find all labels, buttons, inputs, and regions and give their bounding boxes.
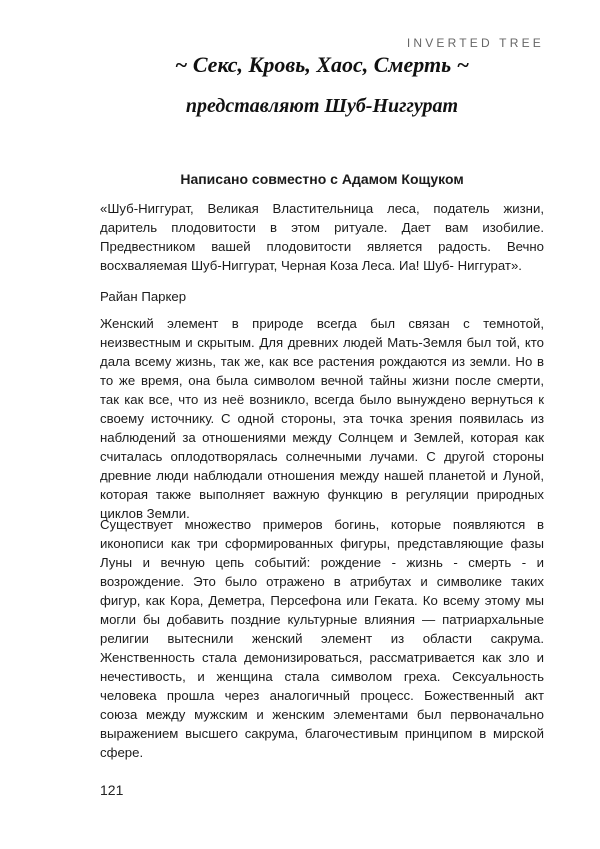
byline: Написано совместно с Адамом Кощуком [180, 171, 464, 187]
author-name: Райан Паркер [100, 289, 187, 304]
article-title: ~ Секс, Кровь, Хаос, Смерть ~ [174, 52, 470, 77]
page-number: 121 [100, 782, 124, 798]
article-subtitle: представляют Шуб-Ниггурат [185, 95, 459, 117]
body-paragraph: Женский элемент в природе всегда был связан с темнотой, неизвестным и скрытым. Для древних людей Мать-Земля был той, кто дала всему жизнь, так же, как все растения рождаются из земли. Но в то же время, она была символом вечной тайны жизни после смерти, так как все, что из неё возникло, всегда было вынуждено вернуться к своему источнику. С одной стороны, эта точка зрения появилась из наблюдений за отношениями между Солнцем и Землей, которая как считалась оплодотворялась солнечными лучами. С другой стороны древние люди наблюдали отношения между нашей планетой и Луной, которая также выполняет важную функцию в регуляции природных циклов Земли. [100, 316, 544, 521]
header-brand: INVERTED TREE [406, 36, 544, 50]
body-paragraph: Существует множество примеров богинь, которые появляются в иконописи как три сформированных фигуры, представляющие фазы Луны и вечную цепь событий: рождение - жизнь - смерть - и возрождение. Это было отражено в атрибутах и символике таких фигур, как Кора, Деметра, Персефона или Геката. Ко всему этому мы могли бы добавить поздние культурные влияния — патриархальные религии вытеснили женский элемент из области сакрума. Женственность стала демонизироваться, рассматривается как зло и нечестивость, и женщина стала символом греха. Сексуальность человека прошла через аналогичный процесс. Божественный акт союза между мужским и женским элементами был первоначально выражением высшего сакрума, благочестивым принципом в мирской сфере. [100, 517, 544, 760]
quote-paragraph: «Шуб-Ниггурат, Великая Властительница леса, податель жизни, даритель плодовитости в этом ритуале. Дает вам изобилие. Предвестником вашей плодовитости является радость. Вечно восхваляемая Шуб-Ниггурат, Черная Коза Леса. Иа! Шуб- Ниггурат». [100, 201, 544, 273]
